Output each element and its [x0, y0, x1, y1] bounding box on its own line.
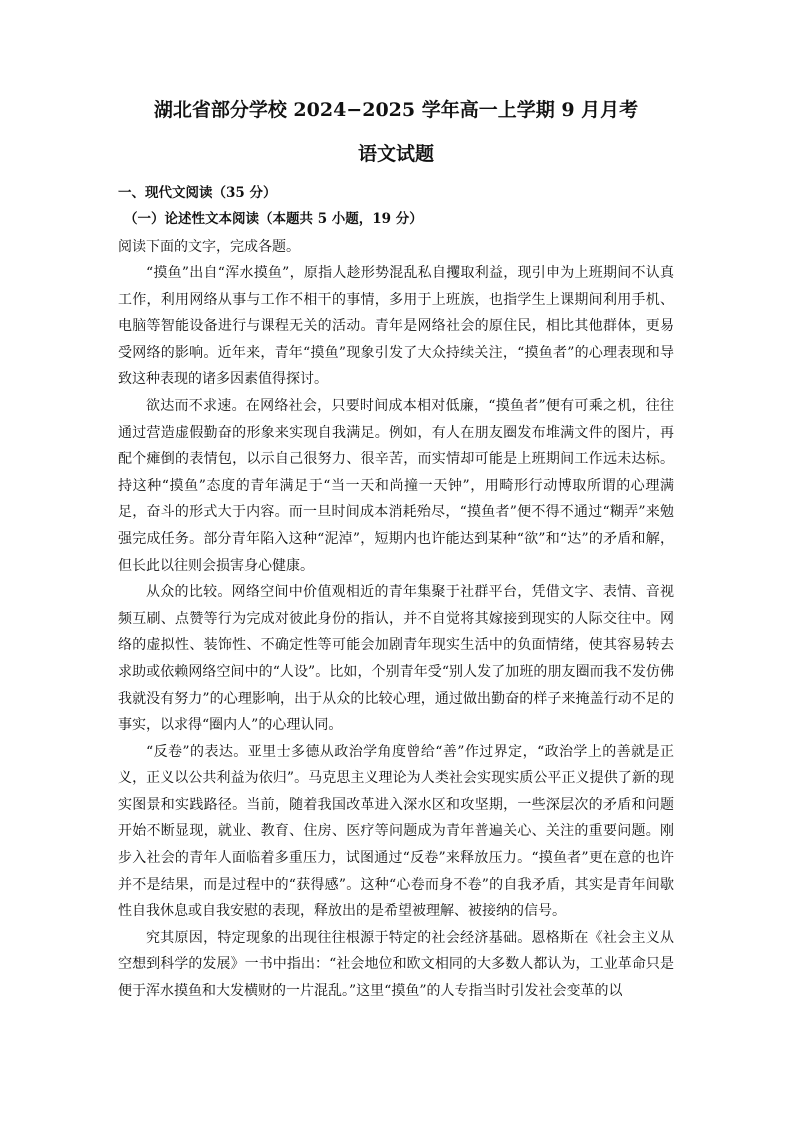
reading-instruction: 阅读下面的文字，完成各题。 [118, 239, 300, 255]
exam-subtitle: 语文试题 [357, 143, 434, 165]
exam-title: 湖北省部分学校 2024−2025 学年高一上学期 9 月月考 [153, 99, 639, 121]
passage-paragraph-3: 从众的比较。网络空间中价值观相近的青年集聚于社群平台，凭借文字、表情、音视频互刷、点赞等行为完成对彼此身份的指认，并不自觉将其嫁接到现实的人际交往中。网络的虚拟性、装饰性、不确定性等可能会加剧青年现实生活中的负面情绪，使其容易转去求助或依赖网络空间中的“人设”。比如，个别青年受“别人发了加班的朋友圈而我不发仿佛我就没有努力”的心理影响，出于从众的比较心理，通过做出勤奋的样子来掩盖行动不足的事实，以求得“圈内人”的心理认同。 [118, 584, 674, 734]
subsection-heading: （一）论述性文本阅读（本题共 5 小题，19 分） [124, 211, 423, 227]
reading-passage [118, 260, 674, 1005]
passage-paragraph-1: “摸鱼”出自“浑水摸鱼”，原指人趁形势混乱私自攫取利益，现引申为上班期间不认真工作，利用网络从事与工作不相干的事情，多用于上班族，也指学生上课期间利用手机、电脑等智能设备进行与课程无关的活动。青年是网络社会的原住民，相比其他群体，更易受网络的影响。近年来，青年“摸鱼”现象引发了大众持续关注，“摸鱼者”的心理表现和导致这种表现的诸多因素值得探讨。 [118, 265, 674, 388]
exam-page [118, 96, 674, 1005]
section-heading: 一、现代文阅读（35 分） [118, 185, 277, 201]
passage-paragraph-2: 欲达而不求速。在网络社会，只要时间成本相对低廉，“摸鱼者”便有可乘之机，往往通过营造虚假勤奋的形象来实现自我满足。例如，有人在朋友圈发布堆满文件的图片，再配个瘫倒的表情包，以示自己很努力、很辛苦，而实情却可能是上班期间工作远未达标。持这种“摸鱼”态度的青年满足于“当一天和尚撞一天钟”，用畸形行动博取所谓的心理满足，奋斗的形式大于内容。而一旦时间成本消耗殆尽，“摸鱼者”便不得不通过“糊弄”来勉强完成任务。部分青年陷入这种“泥淖”，短期内也许能达到某种“欲”和“达”的矛盾和解，但长此以往则会损害身心健康。 [118, 397, 674, 574]
passage-paragraph-5: 究其原因，特定现象的出现往往根源于特定的社会经济基础。恩格斯在《社会主义从空想到科学的发展》一书中指出：“社会地位和欧文相同的大多数人都认为，工业革命只是便于浑水摸鱼和大发横财的一片混乱。”这里“摸鱼”的人专指当时引发社会变革的以 [118, 929, 674, 1000]
passage-paragraph-4: “反卷”的表达。亚里士多德从政治学角度曾给“善”作过界定，“政治学上的善就是正义，正义以公共利益为依归”。马克思主义理论为人类社会实现实质公平正义提供了新的现实图景和实践路径。当前，随着我国改革进入深水区和攻坚期，一些深层次的矛盾和问题开始不断显现，就业、教育、住房、医疗等问题成为青年普遍关心、关注的重要问题。刚步入社会的青年人面临着多重压力，试图通过“反卷”来释放压力。“摸鱼者”更在意的也许并不是结果，而是过程中的“获得感”。这种“心卷而身不卷”的自我矛盾，其实是青年间歇性自我休息或自我安慰的表现，释放出的是希望被理解、被接纳的信号。 [118, 743, 674, 920]
